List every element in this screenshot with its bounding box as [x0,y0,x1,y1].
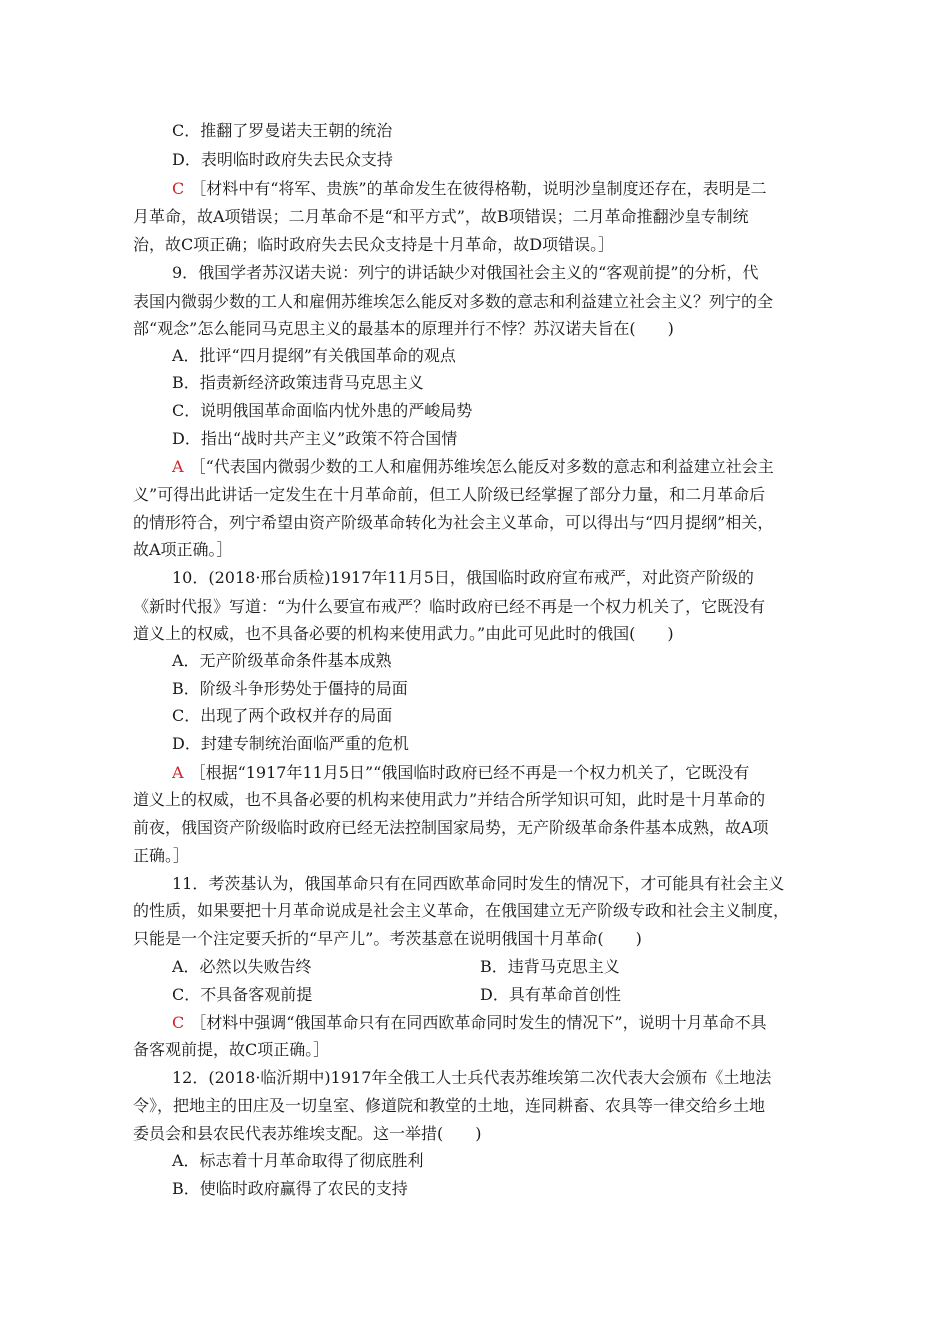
q12-stem-line-2: 令》，把地主的田庄及一切皇室、修道院和教堂的土地，连同耕畜、农具等一律交给乡土地 [133,1096,766,1115]
q10-stem-line-3: 道义上的权威，也不具备必要的机构来使用武力。”由此可见此时的俄国( ) [133,624,674,643]
q8-explanation-line-1: C ［材料中有“将军、贵族”的革命发生在彼得格勒，说明沙皇制度还存在，表明是二 [172,179,767,198]
q9-option-a: A．批评“四月提纲”有关俄国革命的观点 [172,346,456,365]
q12-option-a: A．标志着十月革命取得了彻底胜利 [172,1151,424,1170]
q12-stem-line-3: 委员会和县农民代表苏维埃支配。这一举措( ) [133,1124,482,1143]
q11-explanation-line-1: C ［材料中强调“俄国革命只有在同西欧革命同时发生的情况下”，说明十月革命不具 [172,1013,767,1032]
q8-explanation-line-3: 治，故C项正确；临时政府失去民众支持是十月革命，故D项错误。］ [133,235,615,254]
q10-explanation-line-4: 正确。］ [133,846,190,865]
q8-option-c: C．推翻了罗曼诺夫王朝的统治 [172,121,393,140]
q10-explanation-line-1: A ［根据“1917年11月5日”“俄国临时政府已经不再是一个权力机关了，它既没有 [172,763,750,782]
q11-stem-line-2: 的性质，如果要把十月革命说成是社会主义革命，在俄国建立无产阶级专政和社会主义制度， [133,901,790,920]
q10-option-b: B．阶级斗争形势处于僵持的局面 [172,679,408,698]
q10-option-a: A．无产阶级革命条件基本成熟 [172,651,392,670]
q9-explanation-line-1: A ［“代表国内微弱少数的工人和雇佣苏维埃怎么能反对多数的意志和利益建立社会主 [172,457,774,476]
q11-stem-line-1: 11．考茨基认为，俄国革命只有在同西欧革命同时发生的情况下，才可能具有社会主义 [172,874,785,893]
q8-answer: C [172,179,185,198]
q10-explanation-line-3: 前夜，俄国资产阶级临时政府已经无法控制国家局势，无产阶级革命条件基本成熟，故A项 [133,818,769,837]
q11-answer: C [172,1013,185,1032]
q11-option-b: B．违背马克思主义 [480,957,620,976]
q10-explanation-line-2: 道义上的权威，也不具备必要的机构来使用武力”并结合所学知识可知，此时是十月革命的 [133,790,766,809]
q9-stem-line-2: 表国内微弱少数的工人和雇佣苏维埃怎么能反对多数的意志和利益建立社会主义？列宁的全 [133,292,774,311]
q10-stem-line-2: 《新时代报》写道：“为什么要宣布戒严？临时政府已经不再是一个权力机关了，它既没有 [133,597,766,616]
q11-option-a: A．必然以失败告终 [172,957,312,976]
q11-stem-line-3: 只能是一个注定要夭折的“早产儿”。考茨基意在说明俄国十月革命( ) [133,929,642,948]
q9-stem-line-3: 部“观念”怎么能同马克思主义的最基本的原理并行不悖？苏汉诺夫旨在( ) [133,319,674,338]
q12-option-b: B．使临时政府赢得了农民的支持 [172,1179,408,1198]
q11-option-d: D．具有革命首创性 [480,985,621,1004]
q10-answer: A [172,763,184,782]
q11-option-c: C．不具备客观前提 [172,985,313,1004]
q9-option-d: D．指出“战时共产主义”政策不符合国情 [172,429,458,448]
q9-option-c: C．说明俄国革命面临内忧外患的严峻局势 [172,401,473,420]
q9-explanation-line-2: 义”可得出此讲话一定发生在十月革命前，但工人阶级已经掌握了部分力量，和二月革命后 [133,485,766,504]
q11-explanation-line-2: 备客观前提，故C项正确。］ [133,1040,330,1059]
q10-option-c: C．出现了两个政权并存的局面 [172,706,393,725]
q9-explanation-line-4: 故A项正确。］ [133,540,233,559]
q12-stem-line-1: 12．(2018·临沂期中)1917年全俄工人士兵代表苏维埃第二次代表大会颁布《土地法 [172,1068,772,1087]
q9-option-b: B．指责新经济政策违背马克思主义 [172,373,424,392]
q10-option-d: D．封建专制统治面临严重的危机 [172,734,409,753]
q9-answer: A [172,457,184,476]
q8-option-d: D．表明临时政府失去民众支持 [172,150,393,169]
q9-stem-line-1: 9．俄国学者苏汉诺夫说：列宁的讲话缺少对俄国社会主义的“客观前提”的分析，代 [172,263,759,282]
q10-stem-line-1: 10．(2018·邢台质检)1917年11月5日，俄国临时政府宣布戒严，对此资产阶级的 [172,568,754,587]
q9-explanation-line-3: 的情形符合，列宁希望由资产阶级革命转化为社会主义革命，可以得出与“四月提纲”相关， [133,513,774,532]
q8-explanation-line-2: 月革命，故A项错误；二月革命不是“和平方式”，故B项错误；二月革命推翻沙皇专制统 [133,207,749,226]
